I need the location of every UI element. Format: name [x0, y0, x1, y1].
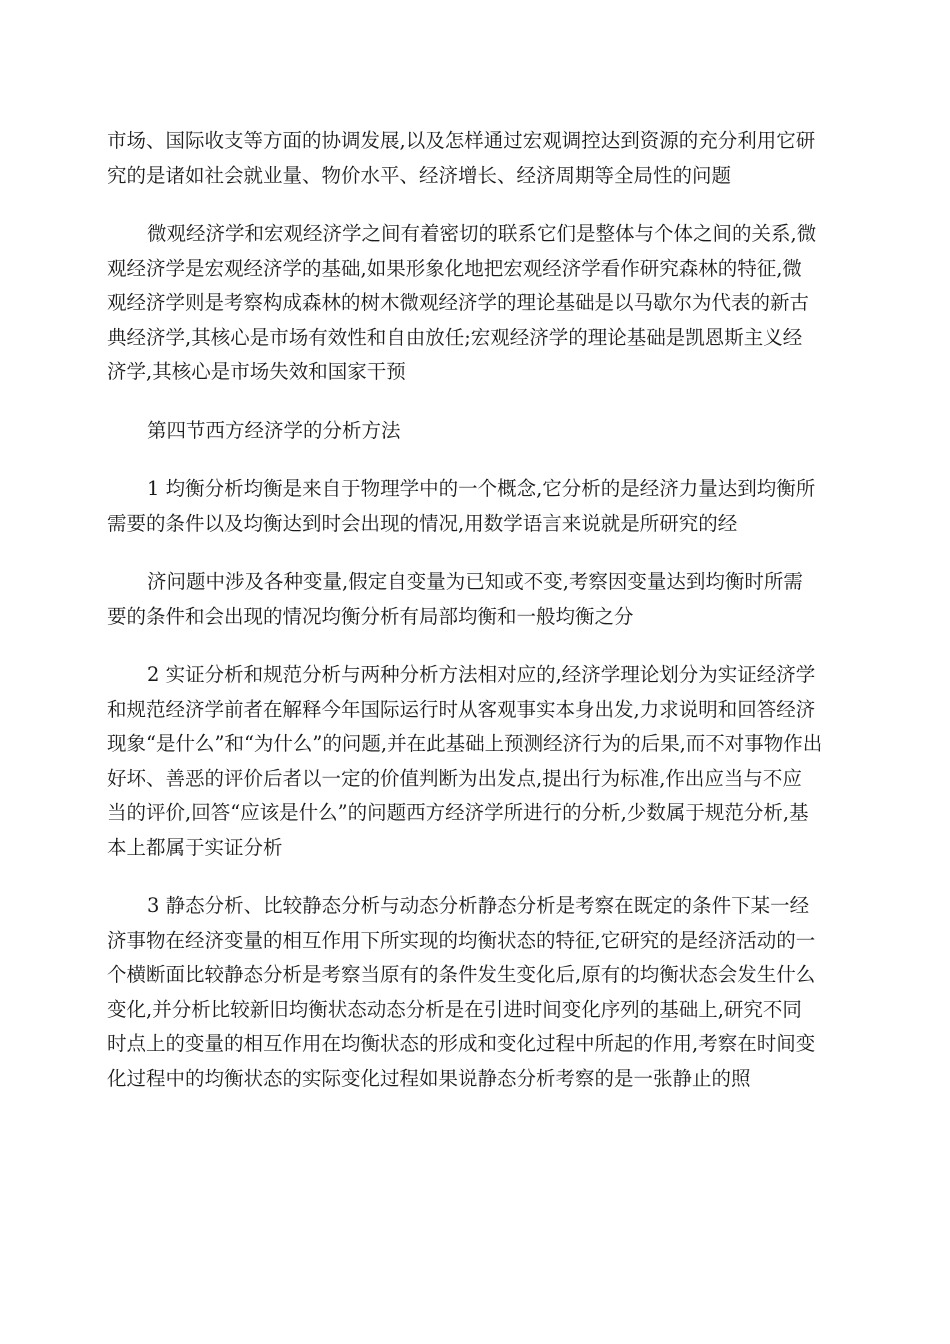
- text-line: 好坏、善恶的评价后者以一定的价值判断为出发点,提出行为标准,作出应当与不应: [107, 766, 802, 790]
- paragraph-1: [107, 124, 851, 193]
- text-line: 变化,并分析比较新旧均衡状态动态分析是在引进时间变化序列的基础上,研究不同: [107, 997, 802, 1021]
- text-line: 个横断面比较静态分析是考察当原有的条件发生变化后,原有的均衡状态会发生什么: [107, 963, 816, 986]
- heading-text: 第四节西方经济学的分析方法: [147, 418, 401, 442]
- text-line: 济事物在经济变量的相互作用下所实现的均衡状态的特征,它研究的是经济活动的一: [107, 928, 816, 952]
- section-heading: [107, 414, 851, 449]
- text-line: 观经济学是宏观经济学的基础,如果形象化地把宏观经济学看作研究森林的特征,微: [107, 256, 802, 280]
- document-body: [107, 124, 851, 1120]
- text-line: 现象“是什么”和“为什么”的问题,并在此基础上预测经济行为的后果,而不对事物作出: [107, 732, 823, 755]
- text-line: 1 均衡分析均衡是来自于物理学中的一个概念,它分析的是经济力量达到均衡所: [147, 477, 816, 500]
- text-line: 本上都属于实证分析: [107, 835, 283, 859]
- text-line: 市场、国际收支等方面的协调发展,以及怎样通过宏观调控达到资源的充分利用它研: [107, 129, 816, 152]
- text-line: 济学,其核心是市场失效和国家干预: [107, 360, 406, 383]
- text-line: 2 实证分析和规范分析与两种分析方法相对应的,经济学理论划分为实证经济学: [147, 663, 816, 686]
- text-line: 观经济学则是考察构成森林的树木微观经济学的理论基础是以马歇尔为代表的新古: [107, 291, 810, 314]
- text-line: 3 静态分析、比较静态分析与动态分析静态分析是考察在既定的条件下某一经: [147, 894, 810, 917]
- text-line: 济问题中涉及各种变量,假定自变量为已知或不变,考察因变量达到均衡时所需: [147, 570, 803, 593]
- paragraph-5: [107, 658, 851, 865]
- text-line: 需要的条件以及均衡达到时会出现的情况,用数学语言来说就是所研究的经: [107, 511, 738, 535]
- text-line: 典经济学,其核心是市场有效性和自由放任;宏观经济学的理论基础是凯恩斯主义经: [107, 325, 803, 349]
- paragraph-6: [107, 889, 851, 1096]
- paragraph-3: [107, 472, 851, 541]
- text-line: 要的条件和会出现的情况均衡分析有局部均衡和一般均衡之分: [107, 604, 634, 628]
- text-line: 当的评价,回答“应该是什么”的问题西方经济学所进行的分析,少数属于规范分析,基: [107, 801, 809, 824]
- text-line: 时点上的变量的相互作用在均衡状态的形成和变化过程中所起的作用,考察在时间变: [107, 1032, 816, 1055]
- text-line: 微观经济学和宏观经济学之间有着密切的联系它们是整体与个体之间的关系,微: [147, 222, 817, 245]
- text-line: 和规范经济学前者在解释今年国际运行时从客观事实本身出发,力求说明和回答经济: [107, 697, 816, 721]
- text-line: 化过程中的均衡状态的实际变化过程如果说静态分析考察的是一张静止的照: [107, 1066, 751, 1090]
- paragraph-2: [107, 217, 851, 390]
- text-line: 究的是诸如社会就业量、物价水平、经济增长、经济周期等全局性的问题: [107, 163, 732, 187]
- paragraph-4: [107, 565, 851, 634]
